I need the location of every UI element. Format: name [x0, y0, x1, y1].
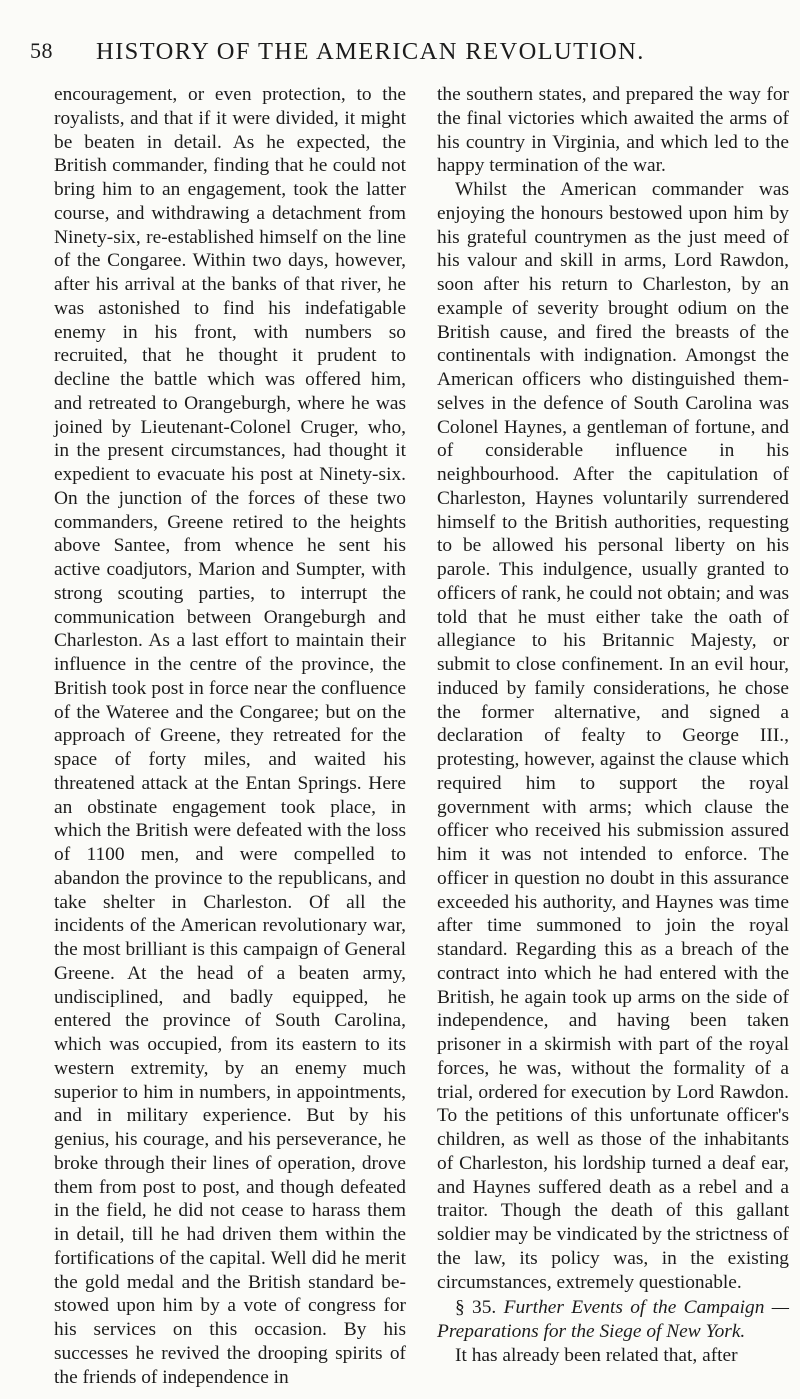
page-number: 58	[30, 38, 53, 63]
body-paragraph: the southern states, and prepared the way for the final victories which awaited the arms of his country in Virginia, and which led to the happy termination of the war.	[437, 84, 789, 177]
section-title: Further Events of the Campaign —Preparations for the Siege of New York.	[437, 1297, 790, 1342]
section-heading	[437, 1296, 789, 1344]
page-header	[30, 38, 780, 78]
running-head: HISTORY OF THE AMERICAN REVOLUTION.	[96, 38, 645, 65]
left-column	[54, 83, 406, 1389]
body-paragraph: encouragement, or even protection, to the royalists, and that if it were divided, it might be beaten in detail. As he expected, the British commander, finding that he could not bring him to an engagement, took the latter course, and withdrawing a detachment from Ninety-six, re-established himself on the line of the Congaree. Within two days, however, after his arrival at the banks of that river, he was astonished to find his indefatigable enemy in his front, with numbers so recruited, that he thought it prudent to decline the battle which was offered him, and retreated to Orangeburgh, where he was joined by Lieutenant-Colonel Cruger, who, in the present circumstances, had thought it expedient to evacuate his post at Ninety-six. On the junction of the forces of these two commanders, Greene retired to the heights above Santee, from whence he sent his active coadjutors, Marion and Sumpter, with strong scouting parties, to interrupt the communication between Orangeburgh and Charleston. As a last effort to maintain their influence in the centre of the province, the British took post in force near the confluence of the Wateree and the Congaree; but on the approach of Greene, they retreated for the space of forty miles, and waited his threatened attack at the Entan Springs. Here an obstinate engagement took place, in which the British were defeated with the loss of 1100 men, and were compelled to abandon the province to the republicans, and take shelter in Charleston. Of all the incidents of the American revolutionary war, the most brilliant is this campaign of General Greene. At the head of a beaten army, undisciplined, and badly equipped, he entered the province of South Carolina, which was occupied, from its eastern to its western extremity, by an enemy much superior to him in numbers, in appointments, and in military experience. But by his genius, his courage, and his perseverance, he broke through their lines of operation, drove them from post to post, and though defeated in the field, he did not cease to harass them in detail, till he had driven them within the fortifications of the capital. Well did he merit the gold medal and the British standard bestowed upon him by a vote of congress for his services on this occasion. By his successes he revived the drooping spirits of the friends of independence in	[54, 84, 406, 1388]
section-number: § 35.	[455, 1297, 497, 1319]
right-column	[437, 83, 789, 1368]
body-paragraph: Whilst the American commander was enjoying the honours bestowed upon him by his grateful countrymen as the just meed of his valour and skill in arms, Lord Rawdon, soon after his return to Charleston, by an example of severity brought odium on the British cause, and fired the breasts of the continentals with indignation. Amongst the American officers who distinguished themselves in the defence of South Carolina was Colonel Haynes, a gentleman of fortune, and of considerable influence in his neighbourhood. After the capitulation of Charleston, Haynes voluntarily surrendered himself to the British authorities, requesting to be allowed his personal liberty on his parole. This indulgence, usually granted to officers of rank, he could not obtain; and was told that he must either take the oath of allegiance to his Britannic Majesty, or submit to close confinement. In an evil hour, induced by family considerations, he chose the former alternative, and signed a declaration of fealty to George III., protesting, however, against the clause which required him to support the royal government with arms; which clause the officer who received his submission assured him it was not intended to enforce. The officer in question no doubt in this assurance exceeded his authority, and Haynes was time after time summoned to join the royal standard. Regarding this as a breach of the contract into which he had entered with the British, he again took up arms on the side of independence, and having been taken prisoner in a skirmish with part of the royal forces, he was, without the formality of a trial, ordered for execution by Lord Rawdon. To the petitions of this unfortunate officer's children, as well as those of the inhabitants of Charleston, his lordship turned a deaf ear, and Haynes suffered death as a rebel and a traitor. Though the death of this gallant soldier may be vindicated by the strictness of the law, its policy was, in the existing circumstances, extremely questionable.	[437, 179, 789, 1293]
body-paragraph: It has already been related that, after	[455, 1344, 738, 1366]
